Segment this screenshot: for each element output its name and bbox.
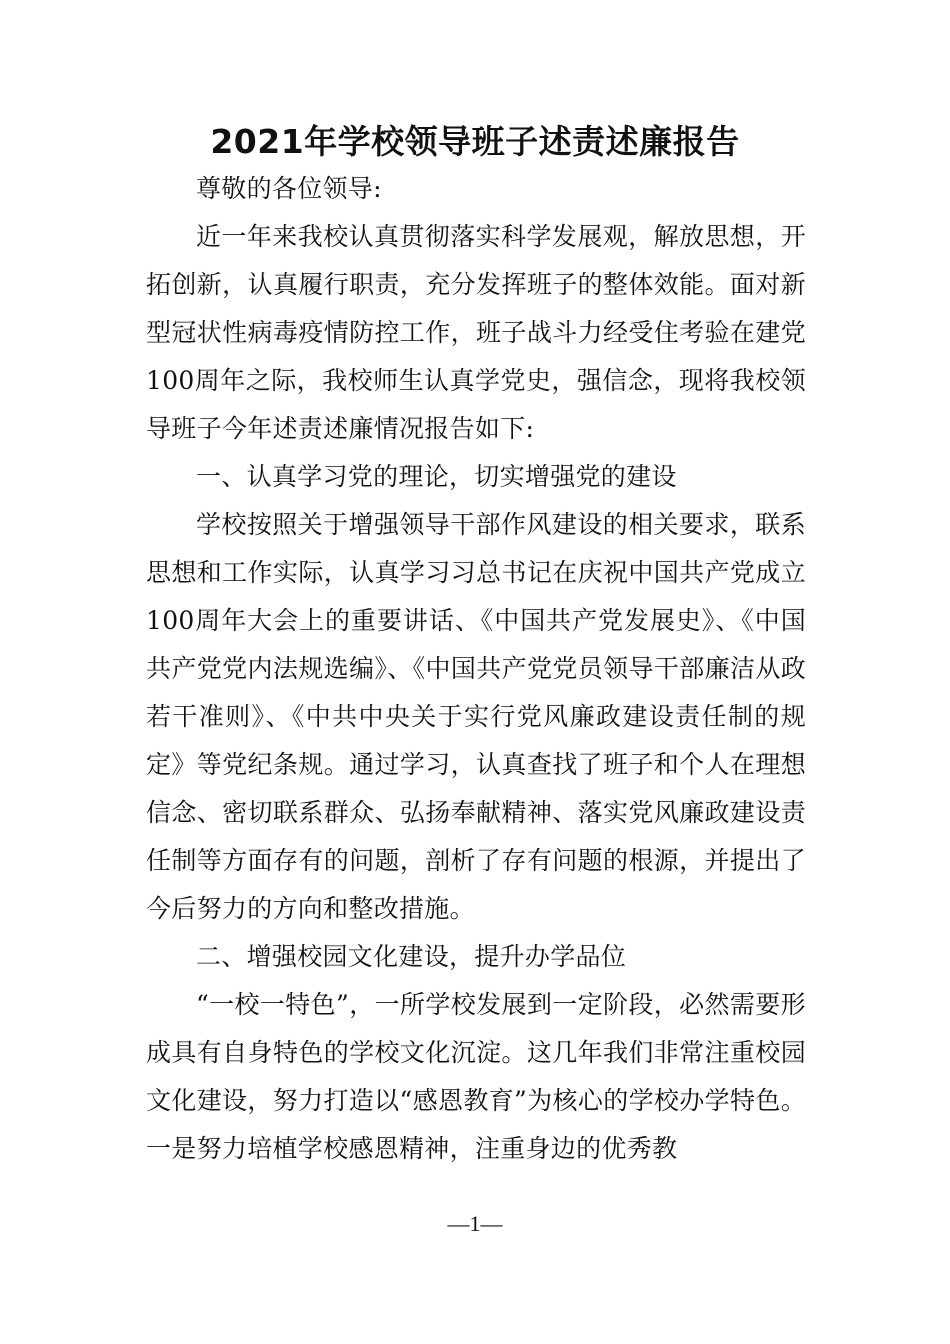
section-2-paragraph: “一校一特色”，一所学校发展到一定阶段，必然需要形成具有自身特色的学校文化沉淀。这几年我们非常注重校园文化建设，努力打造以“感恩教育”为核心的学校办学特色。一是努力培植学校感恩精神，注重身边的优秀教 (146, 990, 806, 1163)
document-title: 2021年学校领导班子述责述廉报告 (210, 122, 740, 161)
section-heading-2: 二、增强校园文化建设，提升办学品位 (196, 942, 627, 971)
intro-paragraph: 近一年来我校认真贯彻落实科学发展观，解放思想，开拓创新，认真履行职责，充分发挥班子的整体效能。面对新型冠状性病毒疫情防控工作，班子战斗力经受住考验在建党100周年之际，我校师生认真学党史，强信念，现将我校领导班子今年述责述廉情况报告如下: (146, 222, 806, 443)
section-1-paragraph: 学校按照关于增强领导干部作风建设的相关要求，联系思想和工作实际，认真学习习总书记在庆祝中国共产党成立100周年大会上的重要讲话、《中国共产党发展史》、《中国共产党党内法规选编》、《中国共产党党员领导干部廉洁从政若干准则》、《中共中央关于实行党风廉政建设责任制的规定》等党纪条规。通过学习，认真查找了班子和个人在理想信念、密切联系群众、弘扬奉献精神、落实党风廉政建设责任制等方面存有的问题，剖析了存有问题的根源，并提出了今后努力的方向和整改措施。 (146, 510, 806, 923)
page-number: —1— (447, 1211, 503, 1236)
document-body (146, 165, 806, 1173)
salutation: 尊敬的各位领导: (196, 174, 382, 203)
section-heading-1: 一、认真学习党的理论，切实增强党的建设 (196, 462, 677, 491)
